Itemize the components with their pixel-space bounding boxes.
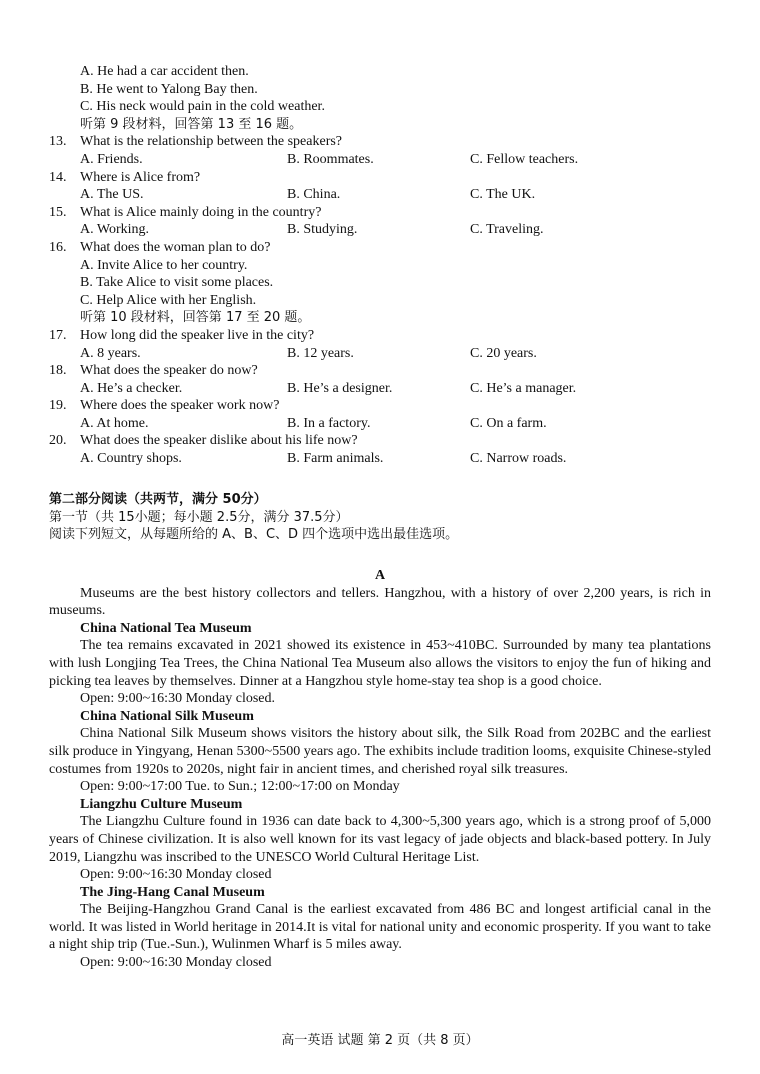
option-a: A. Friends. bbox=[80, 151, 143, 167]
reading-section-header bbox=[49, 491, 711, 544]
option-c: C. Narrow roads. bbox=[470, 451, 567, 467]
museum-description: The Liangzhu Culture found in 1936 can date back to 4,300~5,300 years ago, which is a strong proof of 5,000 years of Chinese civilization. It is also well known for its vast legacy of jade objects and black-based pottery. In July 2019, Liangzhu was inscribed to the UNESCO World Cultural Heritage List. bbox=[49, 814, 711, 865]
question-number: 14. bbox=[49, 169, 67, 185]
option-a: A. Country shops. bbox=[80, 451, 182, 467]
listening-instruction-9: 听第 9 段材料，回答第 13 至 16 题。 bbox=[80, 116, 303, 132]
museum-hours: Open: 9:00~16:30 Monday closed bbox=[80, 867, 272, 883]
museum-silk bbox=[49, 708, 711, 796]
option-c: C. On a farm. bbox=[470, 415, 547, 431]
museum-description: China National Silk Museum shows visitors the history about silk, the Silk Road from 202BC and the earliest silk produce in Yingyang, Henan 5300~5500 years ago. The exhibits include tradition looms, exquisite Chinese-styled costumes from 1920s to 2020s, night fair in ancient times, and cherished royal silk treasures. bbox=[49, 726, 711, 777]
option-c: C. He’s a manager. bbox=[470, 380, 577, 396]
question-15 bbox=[49, 204, 711, 239]
option-a: A. At home. bbox=[80, 415, 149, 431]
question-number: 19. bbox=[49, 398, 67, 414]
question-number: 16. bbox=[49, 239, 67, 255]
option-c: C. Help Alice with her English. bbox=[80, 292, 257, 308]
question-text: Where does the speaker work now? bbox=[80, 398, 280, 414]
question-number: 17. bbox=[49, 327, 67, 343]
part2-title: 第二部分阅读（共两节，满分 50分） bbox=[49, 492, 267, 507]
option-a: A. He’s a checker. bbox=[80, 380, 183, 396]
museum-liangzhu bbox=[49, 796, 711, 884]
q12-option-c: C. His neck would pain in the cold weather. bbox=[80, 99, 325, 115]
option-c: C. 20 years. bbox=[470, 345, 537, 361]
q12-option-b: B. He went to Yalong Bay then. bbox=[80, 81, 258, 97]
option-b: B. 12 years. bbox=[287, 345, 354, 361]
passage-a bbox=[49, 567, 711, 972]
museum-name: Liangzhu Culture Museum bbox=[80, 796, 243, 812]
museum-tea bbox=[49, 620, 711, 708]
option-a: A. Invite Alice to her country. bbox=[80, 257, 248, 273]
section1-title: 第一节（共 15小题；每小题 2.5分，满分 37.5分） bbox=[49, 509, 349, 525]
question-text: What does the speaker dislike about his life now? bbox=[80, 433, 358, 449]
question-number: 18. bbox=[49, 363, 67, 379]
reading-instruction: 阅读下列短文，从每题所给的 A、B、C、D 四个选项中选出最佳选项。 bbox=[49, 527, 459, 543]
option-b: B. He’s a designer. bbox=[287, 380, 393, 396]
question-text: Where is Alice from? bbox=[80, 169, 201, 185]
museum-canal bbox=[49, 884, 711, 972]
question-18 bbox=[49, 362, 711, 397]
question-text: What is Alice mainly doing in the country? bbox=[80, 204, 322, 220]
museum-name: China National Tea Museum bbox=[80, 620, 252, 636]
question-text: What is the relationship between the speakers? bbox=[80, 134, 343, 150]
question-text: What does the woman plan to do? bbox=[80, 239, 271, 255]
question-16 bbox=[49, 239, 711, 309]
question-number: 20. bbox=[49, 433, 67, 449]
q12-option-a: A. He had a car accident then. bbox=[80, 64, 249, 79]
question-number: 13. bbox=[49, 134, 67, 150]
museum-hours: Open: 9:00~17:00 Tue. to Sun.; 12:00~17:00 on Monday bbox=[80, 779, 400, 795]
question-text: How long did the speaker live in the city? bbox=[80, 327, 315, 343]
passage-intro: Museums are the best history collectors and tellers. Hangzhou, with a history of over 2,200 years, is rich in museums. bbox=[49, 585, 711, 619]
option-b: B. China. bbox=[287, 187, 341, 203]
listening-section bbox=[49, 63, 711, 468]
question-13 bbox=[49, 133, 711, 168]
question-text: What does the speaker do now? bbox=[80, 363, 258, 379]
question-20 bbox=[49, 432, 711, 467]
question-17 bbox=[49, 327, 711, 362]
question-14 bbox=[49, 169, 711, 204]
museum-description: The tea remains excavated in 2021 showed its existence in 453~410BC. Surrounded by many tea plantations with lush Longjing Tea Trees, the China National Tea Museum also allows the visitors to enjoy the fun of hiking and picking tea leaves by themselves. Dinner at a Hangzhou style home-stay tea shop is a good choice. bbox=[49, 638, 711, 689]
option-b: B. Roommates. bbox=[287, 151, 374, 167]
option-c: C. The UK. bbox=[470, 187, 536, 203]
question-19 bbox=[49, 397, 711, 432]
museum-name: China National Silk Museum bbox=[80, 708, 254, 724]
museum-name: The Jing-Hang Canal Museum bbox=[80, 884, 265, 900]
option-b: B. Farm animals. bbox=[287, 451, 384, 467]
option-a: A. 8 years. bbox=[80, 345, 141, 361]
option-b: B. Studying. bbox=[287, 222, 358, 238]
question-number: 15. bbox=[49, 204, 67, 220]
museum-hours: Open: 9:00~16:30 Monday closed. bbox=[80, 691, 275, 707]
option-a: A. The US. bbox=[80, 187, 144, 203]
option-b: B. In a factory. bbox=[287, 415, 371, 431]
passage-label: A bbox=[374, 568, 386, 583]
museum-hours: Open: 9:00~16:30 Monday closed bbox=[80, 955, 272, 971]
option-a: A. Working. bbox=[80, 222, 150, 238]
page-footer: 高一英语 试题 第 2 页（共 8 页） bbox=[281, 1033, 479, 1048]
option-c: C. Fellow teachers. bbox=[470, 151, 579, 167]
listening-instruction-10: 听第 10 段材料，回答第 17 至 20 题。 bbox=[80, 310, 311, 326]
option-b: B. Take Alice to visit some places. bbox=[80, 275, 274, 291]
option-c: C. Traveling. bbox=[470, 222, 544, 238]
museum-description: The Beijing-Hangzhou Grand Canal is the earliest excavated from 486 BC and longest artificial canal in the world. It was listed in World heritage in 2014.It is vital for national unity and economic prosperity. If you want to take a night ship trip (Tue.-Sun.), Wulinmen Wharf is 5 miles away. bbox=[49, 902, 711, 953]
